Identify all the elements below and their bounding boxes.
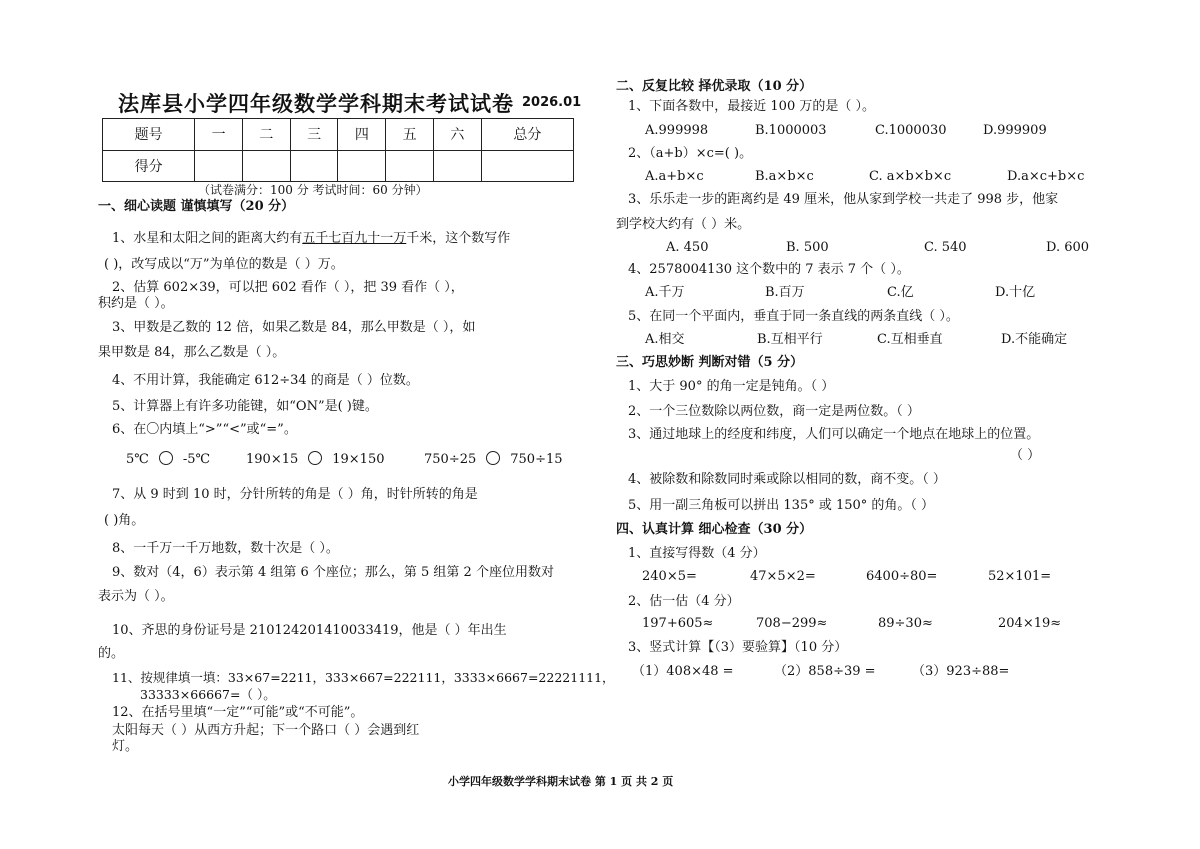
vertical-calc-item: （3）923÷88= [912, 664, 1010, 679]
q1-text-post: 千米，这个数写作 [406, 231, 511, 246]
compare-right: 19×150 [332, 452, 385, 467]
section-4-title: 四、认真计算 细心检查（30 分） [616, 522, 813, 537]
section-3-title: 三、巧思妙断 判断对错（5 分） [616, 355, 804, 370]
exam-info: （试卷满分：100 分 考试时间：60 分钟） [198, 183, 428, 197]
score-cell[interactable] [290, 150, 338, 182]
compare-circle-icon[interactable] [486, 451, 500, 465]
score-header-cell: 一 [195, 119, 243, 151]
option[interactable]: B. 500 [786, 240, 829, 255]
score-cell[interactable] [338, 150, 386, 182]
score-cell[interactable] [386, 150, 434, 182]
q10-line-a: 10、齐思的身份证号是 210124201410033419，他是（ ）年出生 [112, 623, 507, 638]
s4-part3-title: 3、竖式计算【（3）要验算】（10 分） [628, 640, 848, 655]
score-cell[interactable] [481, 150, 573, 182]
s3-q1-text: 1、大于 90° 的角一定是钝角。（ ） [628, 379, 835, 394]
q9-line-b: 表示为（ ）。 [98, 589, 174, 604]
score-header-cell: 二 [243, 119, 291, 151]
q4-text: 4、不用计算，我能确定 612÷34 的商是（ ）位数。 [112, 373, 419, 388]
s3-q3-text: 3、通过地球上的经度和纬度，人们可以确定一个地点在地球上的位置。 [628, 427, 1040, 442]
option[interactable]: A.千万 [645, 285, 685, 300]
calc-item: 52×101= [988, 569, 1052, 584]
option[interactable]: C.1000030 [875, 123, 947, 138]
score-header-cell: 三 [290, 119, 338, 151]
page-footer: 小学四年级数学学科期末试卷 第 1 页 共 2 页 [448, 775, 674, 788]
option[interactable]: A.999998 [645, 123, 709, 138]
option[interactable]: C.互相垂直 [877, 332, 943, 347]
q1-text: 1、水星和太阳之间的距离大约有 [112, 231, 303, 246]
calc-item: 6400÷80= [866, 569, 938, 584]
option[interactable]: D.999909 [983, 123, 1047, 138]
compare-left: 190×15 [246, 452, 299, 467]
estimate-item: 197+605≈ [642, 616, 714, 631]
option[interactable]: D. 600 [1046, 240, 1090, 255]
calc-item: 240×5= [642, 569, 697, 584]
q8-text: 8、一千万一千万地数，数十次是（ ）。 [112, 541, 339, 556]
s2-q4-text: 4、2578004130 这个数中的 7 表示 7 个（ ）。 [628, 262, 910, 277]
score-value-row [103, 150, 574, 182]
score-table [102, 118, 574, 182]
option[interactable]: D.a×c+b×c [1007, 169, 1085, 184]
s2-q1-text: 1、下面各数中，最接近 100 万的是（ ）。 [628, 99, 875, 114]
section-1-title: 一、细心读题 谨慎填写（20 分） [98, 199, 295, 214]
q12-line-c: 灯。 [112, 739, 139, 754]
s2-q3-line-b: 到学校大约有（ ）米。 [616, 217, 751, 232]
s4-part1-title: 1、直接写得数（4 分） [628, 546, 766, 561]
q6-compare-2 [246, 451, 385, 469]
compare-right: -5℃ [182, 452, 211, 467]
estimate-item: 708−299≈ [756, 616, 828, 631]
score-cell[interactable] [433, 150, 481, 182]
option[interactable]: A.a+b×c [645, 169, 704, 184]
option[interactable]: B.a×b×c [755, 169, 814, 184]
score-cell[interactable] [243, 150, 291, 182]
s4-part2-title: 2、估一估（4 分） [628, 594, 740, 609]
score-header-cell: 六 [433, 119, 481, 151]
q9-line-a: 9、数对（4，6）表示第 4 组第 6 个座位；那么，第 5 组第 2 个座位用数对 [112, 565, 554, 580]
vertical-calc-item: （1）408×48 = [632, 664, 734, 679]
compare-left: 750÷25 [424, 452, 477, 467]
q11-line-a: 11、按规律填一填：33×67=2211，333×667=222111，3333×6667=22221111， [112, 670, 615, 685]
q1-line-a [112, 230, 510, 248]
q5-text: 5、计算器上有许多功能键，如“ON”是( )键。 [112, 399, 378, 414]
q7-line-a: 7、从 9 时到 10 时，分针所转的角是（ ）角，时针所转的角是 [112, 487, 478, 502]
q12-line-b: 太阳每天（ ）从西方升起；下一个路口（ ）会遇到红 [112, 723, 420, 738]
option[interactable]: D.不能确定 [1001, 332, 1068, 347]
option[interactable]: B.1000003 [755, 123, 827, 138]
option[interactable]: D.十亿 [995, 285, 1036, 300]
option[interactable]: C. a×b×b×c [869, 169, 952, 184]
exam-title: 法库县小学四年级数学学科期末考试试卷 [118, 91, 514, 116]
q6-text: 6、在〇内填上“>”“<”或“=”。 [112, 422, 297, 437]
estimate-item: 89÷30≈ [878, 616, 933, 631]
option[interactable]: C.亿 [887, 285, 914, 300]
compare-circle-icon[interactable] [159, 451, 173, 465]
option[interactable]: B.百万 [765, 285, 805, 300]
q11-line-b: 33333×66667=（ ）。 [140, 687, 276, 702]
compare-left: 5℃ [126, 452, 149, 467]
option[interactable]: B.互相平行 [757, 332, 823, 347]
option[interactable]: C. 540 [924, 240, 967, 255]
compare-right: 750÷15 [510, 452, 563, 467]
s2-q2-text: 2、（a+b）×c=( )。 [628, 146, 753, 161]
q3-line-a: 3、甲数是乙数的 12 倍，如果乙数是 84，那么甲数是（ ），如 [112, 320, 476, 335]
s3-q2-text: 2、一个三位数除以两位数，商一定是两位数。（ ） [628, 404, 920, 419]
q6-compare-3 [424, 451, 563, 469]
option[interactable]: A.相交 [645, 332, 685, 347]
q1-underlined-number: 五千七百九十一万 [302, 231, 407, 246]
q6-compare-1 [126, 451, 210, 469]
section-2-title: 二、反复比较 择优录取（10 分） [616, 79, 813, 94]
option[interactable]: A. 450 [666, 240, 709, 255]
compare-circle-icon[interactable] [308, 451, 322, 465]
score-header-cell: 四 [338, 119, 386, 151]
q2-line-a: 2、估算 602×39，可以把 602 看作（ ），把 39 看作（ ）， [112, 280, 464, 295]
q3-line-b: 果甲数是 84，那么乙数是（ ）。 [98, 345, 286, 360]
exam-date: 2026.01 [522, 95, 582, 110]
s3-q5-text: 5、用一副三角板可以拼出 135° 或 150° 的角。（ ） [628, 498, 935, 513]
s3-q3-paren[interactable]: （ ） [1010, 448, 1041, 463]
score-row-label: 得分 [103, 150, 195, 182]
score-header-cell: 五 [386, 119, 434, 151]
s2-q5-text: 5、在同一个平面内，垂直于同一条直线的两条直线（ ）。 [628, 309, 959, 324]
q1-line-b: ( )，改写成以“万”为单位的数是（ ）万。 [104, 257, 344, 272]
s3-q4-text: 4、被除数和除数同时乘或除以相同的数，商不变。（ ） [628, 472, 946, 487]
score-header-cell: 总分 [481, 119, 573, 151]
q2-line-b: 积约是（ ）。 [98, 296, 174, 311]
q10-line-b: 的。 [98, 646, 125, 661]
s2-q3-line-a: 3、乐乐走一步的距离约是 49 厘米，他从家到学校一共走了 998 步，他家 [628, 192, 1059, 207]
estimate-item: 204×19≈ [998, 616, 1062, 631]
score-header-row [103, 119, 574, 151]
score-header-cell: 题号 [103, 119, 195, 151]
score-cell[interactable] [195, 150, 243, 182]
q7-line-b: ( )角。 [104, 513, 145, 528]
calc-item: 47×5×2= [750, 569, 816, 584]
q12-line-a: 12、在括号里填“一定”“可能”或“不可能”。 [112, 705, 364, 720]
vertical-calc-item: （2）858÷39 = [774, 664, 876, 679]
